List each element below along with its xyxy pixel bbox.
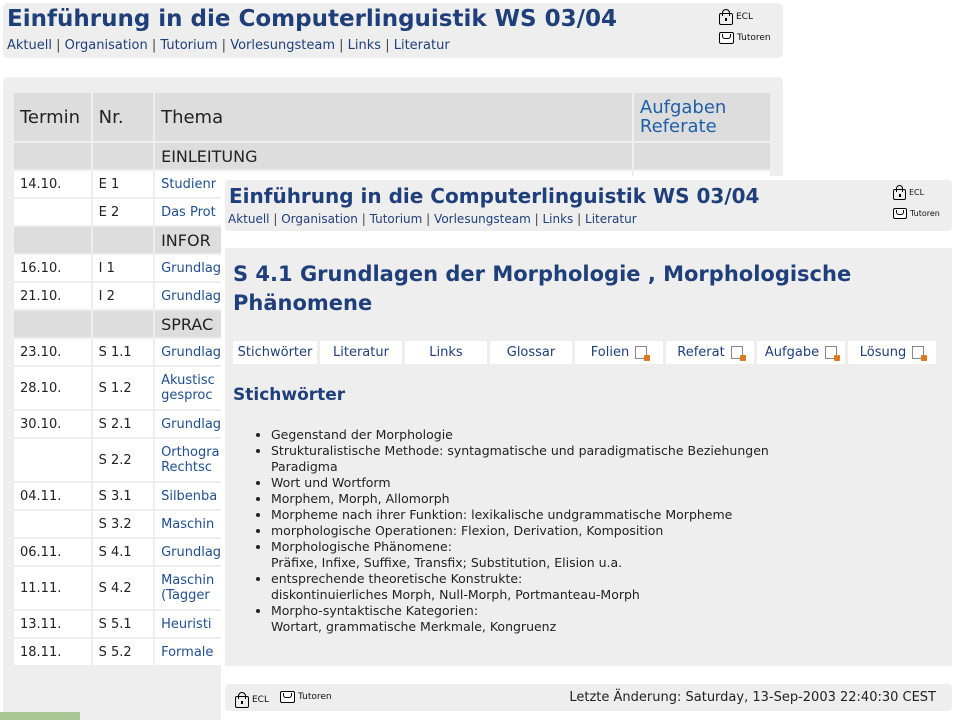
tab-folien[interactable] — [575, 341, 663, 364]
footer-bar — [225, 684, 952, 711]
list-item-subtext: Präfixe, Infixe, Suffixe, Transfix; Substitution, Elision u.a. — [271, 555, 623, 570]
nr-cell: S 5.2 — [93, 639, 153, 665]
tab-literatur[interactable] — [320, 341, 402, 364]
thema-link-line2[interactable]: Rechtsc — [161, 460, 212, 475]
taskbar-strip — [0, 712, 80, 720]
nav-tutorium[interactable]: Tutorium — [160, 38, 218, 53]
list-item — [271, 491, 931, 507]
tab-referat[interactable] — [666, 341, 754, 364]
list-item — [271, 475, 931, 491]
back-site-title: Einführung in die Computerlinguistik WS 03/04 — [7, 6, 618, 32]
tab-label: Referat — [677, 345, 725, 360]
section-label: SPRAC — [155, 311, 632, 337]
nr-cell: S 1.2 — [93, 367, 153, 409]
thema-link[interactable]: Grundlag — [161, 416, 222, 432]
list-item — [271, 523, 931, 539]
section-label: INFOR — [155, 227, 632, 253]
mail-icon — [280, 691, 295, 703]
list-item-text: Gegenstand der Morphologie — [271, 427, 453, 442]
ecl-label: ECL — [909, 187, 925, 197]
tab-label: Literatur — [333, 345, 389, 360]
front-tutoren-link[interactable] — [893, 208, 940, 219]
list-item-text: Morphem, Morph, Allomorph — [271, 491, 450, 506]
nav-vorlesungsteam[interactable]: Vorlesungsteam — [434, 212, 531, 226]
nav-aktuell[interactable]: Aktuell — [7, 38, 52, 53]
list-item — [271, 539, 931, 571]
nav-vorlesungsteam[interactable]: Vorlesungsteam — [230, 38, 335, 53]
thema-link[interactable]: Akustisc — [161, 373, 215, 388]
topic-tabs — [233, 341, 936, 364]
termin-cell: 18.11. — [14, 639, 91, 665]
thema-link-line2[interactable]: gesproc — [161, 388, 213, 403]
nr-cell: S 4.1 — [93, 539, 153, 565]
termin-cell: 04.11. — [14, 483, 91, 509]
thema-link[interactable]: Maschin — [161, 516, 215, 532]
list-item — [271, 571, 931, 603]
termin-cell: 14.10. — [14, 171, 91, 197]
thema-link[interactable]: Grundlag — [161, 544, 222, 560]
document-icon — [635, 346, 647, 359]
nav-aktuell[interactable]: Aktuell — [228, 212, 270, 226]
thema-link[interactable]: Maschin — [161, 573, 215, 588]
termin-cell: 16.10. — [14, 255, 91, 281]
mail-icon — [893, 208, 907, 219]
nr-cell: S 1.1 — [93, 339, 153, 365]
termin-cell: 28.10. — [14, 367, 91, 409]
list-item — [271, 443, 931, 475]
document-icon — [825, 346, 837, 359]
list-item — [271, 603, 931, 635]
termin-cell: 21.10. — [14, 283, 91, 309]
tab-label: Folien — [590, 345, 630, 360]
tutoren-label: Tutoren — [737, 33, 771, 43]
nr-cell: S 4.2 — [93, 567, 153, 609]
list-item-subtext: Wortart, grammatische Merkmale, Kongruenz — [271, 619, 557, 634]
tutoren-label: Tutoren — [910, 209, 940, 218]
document-icon — [731, 346, 743, 359]
front-main-nav: Aktuell | Organisation | Tutorium | Vorlesungsteam | Links | Literatur — [228, 212, 637, 226]
termin-cell: 06.11. — [14, 539, 91, 565]
nav-tutorium[interactable]: Tutorium — [369, 212, 423, 226]
ecl-label: ECL — [736, 11, 753, 22]
lock-icon — [719, 13, 733, 25]
list-item-text: Morphologische Phänomene: — [271, 539, 452, 554]
header-termin: Termin — [14, 93, 91, 141]
list-item — [271, 427, 931, 443]
lock-icon — [893, 189, 906, 200]
footer-ecl-link[interactable] — [235, 691, 269, 708]
ecl-label: ECL — [252, 694, 269, 705]
front-site-title: Einführung in die Computerlinguistik WS 03/04 — [229, 184, 760, 208]
last-change-text: Letzte Änderung: Saturday, 13-Sep-2003 22:40:30 CEST — [569, 690, 936, 705]
mail-icon — [719, 32, 734, 44]
front-ecl-link[interactable] — [893, 184, 924, 200]
section-row — [14, 143, 770, 169]
list-item-subtext: Paradigma — [271, 459, 338, 474]
document-icon — [912, 346, 924, 359]
termin-cell: 13.11. — [14, 611, 91, 637]
thema-link[interactable]: Das Prot — [161, 204, 216, 220]
thema-link[interactable]: Silbenba — [161, 488, 218, 504]
list-item-text: Wort und Wortform — [271, 475, 391, 490]
keyword-list — [253, 427, 931, 635]
termin-cell: 11.11. — [14, 567, 91, 609]
page-title: S 4.1 Grundlagen der Morphologie , Morphologische Phänomene — [233, 262, 852, 315]
thema-link[interactable]: Orthogra — [161, 445, 220, 460]
thema-link-line2[interactable]: (Tagger — [161, 588, 210, 603]
nav-organisation[interactable]: Organisation — [281, 212, 358, 226]
nr-cell: I 1 — [93, 255, 153, 281]
nav-links[interactable]: Links — [347, 38, 382, 53]
tab-links[interactable] — [405, 341, 487, 364]
tab-stichwoerter[interactable] — [233, 341, 317, 364]
header-aufgaben: Aufgaben — [639, 97, 727, 118]
thema-link[interactable]: Grundlag — [161, 344, 222, 360]
section-heading: Stichwörter — [233, 385, 346, 405]
header-nr: Nr. — [93, 93, 153, 141]
thema-link[interactable]: Formale — [161, 644, 214, 660]
termin-cell — [14, 199, 91, 225]
lock-icon — [235, 696, 249, 708]
list-item-subtext: diskontinuierliches Morph, Null-Morph, Portmanteau-Morph — [271, 587, 640, 602]
tab-label: Stichwörter — [237, 345, 313, 360]
schedule-header-row — [14, 93, 770, 141]
tab-loesung[interactable] — [848, 341, 936, 364]
list-item-text: entsprechende theoretische Konstrukte: — [271, 571, 523, 586]
tab-aufgabe[interactable] — [757, 341, 845, 364]
tab-label: Links — [429, 345, 463, 360]
thema-link[interactable]: Heuristi — [161, 616, 212, 632]
list-item-text: Strukturalistische Methode: syntagmatische und paradigmatische Beziehungen — [271, 443, 769, 458]
list-item-text: Morpheme nach ihrer Funktion: lexikalische undgrammatische Morpheme — [271, 507, 733, 522]
back-main-nav: Aktuell | Organisation | Tutorium | Vorlesungsteam | Links | Literatur — [7, 38, 450, 53]
header-aufgaben-referate — [634, 93, 770, 141]
nr-cell: S 3.2 — [93, 511, 153, 537]
back-tutoren-link[interactable] — [719, 32, 771, 44]
tab-label: Aufgabe — [764, 345, 820, 360]
nr-cell: S 2.2 — [93, 439, 153, 481]
termin-cell: 30.10. — [14, 411, 91, 437]
list-item-text: Morpho-syntaktische Kategorien: — [271, 603, 479, 618]
nav-literatur[interactable]: Literatur — [393, 38, 450, 53]
termin-cell — [14, 439, 91, 481]
tab-glossar[interactable] — [490, 341, 572, 364]
thema-link[interactable]: Grundlag — [161, 260, 222, 276]
thema-link[interactable]: Studienr — [161, 176, 217, 192]
list-item — [271, 507, 931, 523]
back-ecl-link[interactable] — [719, 8, 753, 25]
nr-cell: E 2 — [93, 199, 153, 225]
nav-literatur[interactable]: Literatur — [585, 212, 637, 226]
tab-label: Glossar — [506, 345, 556, 360]
termin-cell: 23.10. — [14, 339, 91, 365]
section-label: EINLEITUNG — [155, 143, 632, 169]
footer-tutoren-link[interactable] — [280, 691, 332, 703]
tutoren-label: Tutoren — [298, 692, 332, 702]
header-referate: Referate — [639, 116, 717, 137]
nr-cell: S 2.1 — [93, 411, 153, 437]
nr-cell: S 5.1 — [93, 611, 153, 637]
nav-organisation[interactable]: Organisation — [64, 38, 148, 53]
nr-cell: S 3.1 — [93, 483, 153, 509]
nr-cell: E 1 — [93, 171, 153, 197]
nav-links[interactable]: Links — [542, 212, 574, 226]
termin-cell — [14, 511, 91, 537]
list-item-text: morphologische Operationen: Flexion, Derivation, Komposition — [271, 523, 664, 538]
thema-link[interactable]: Grundlag — [161, 288, 222, 304]
tab-label: Lösung — [859, 345, 907, 360]
nr-cell: I 2 — [93, 283, 153, 309]
header-thema: Thema — [155, 93, 632, 141]
